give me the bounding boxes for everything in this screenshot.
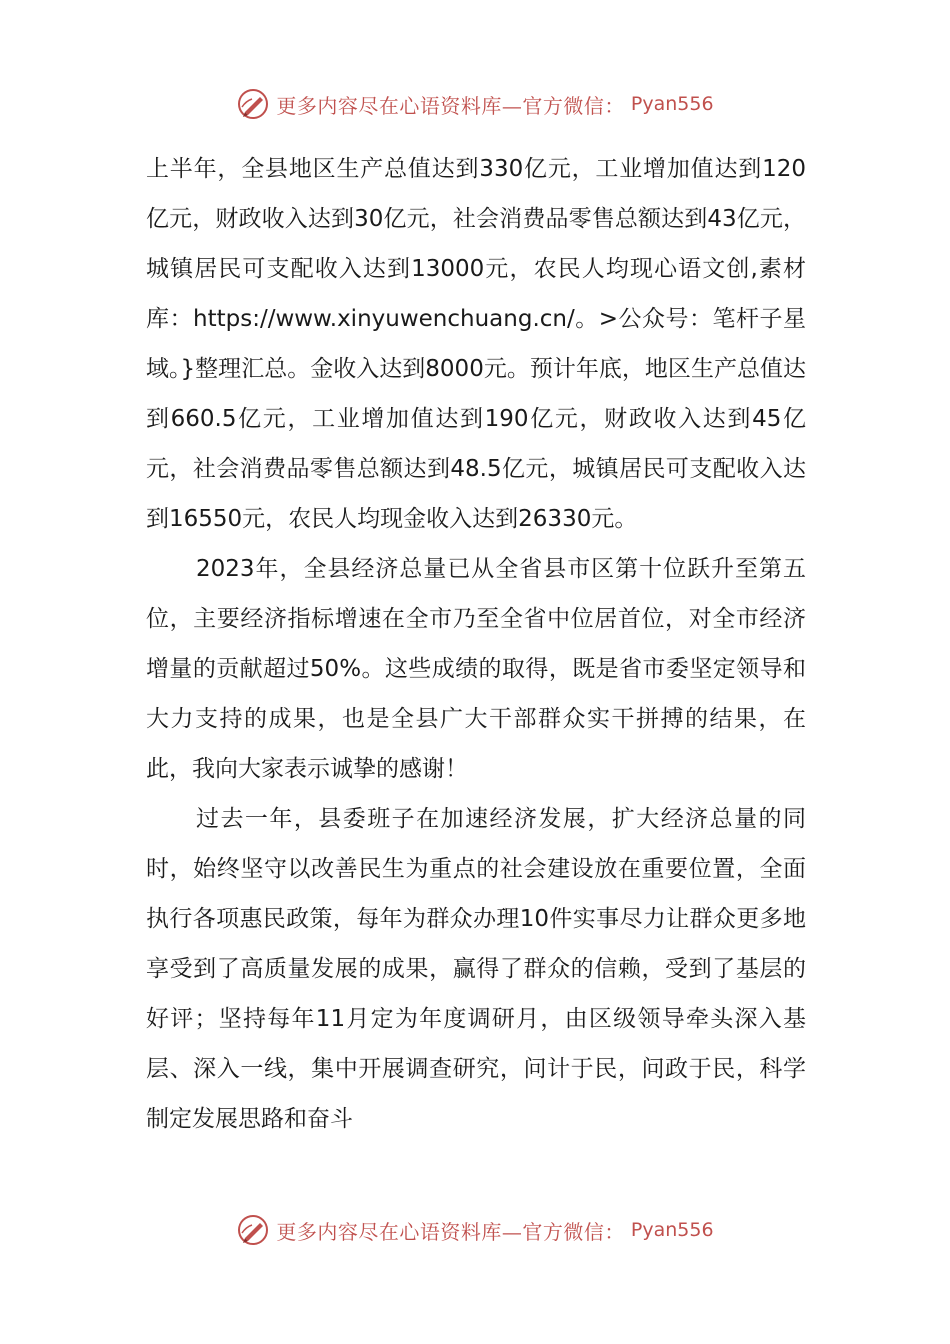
brand-text: 更多内容尽在心语资料库—官方微信： <box>276 1219 625 1244</box>
paragraph-1: 上半年，全县地区生产总值达到330亿元，工业增加值达到120亿元，财政收入达到30亿元，社会消费品零售总额达到43亿元，城镇居民可支配收入达到13000元，农民人均现心语文创,素材库：https://www.xinyuwenchuang.cn/。>公众号：笔杆子星域。}整理汇总。金收入达到8000元。预计年底，地区生产总值达到660.5亿元，工业增加值达到190亿元，财政收入达到45亿元，社会消费品零售总额达到48.5亿元，城镇居民可支配收入达到16550元，农民人均现金收入达到26330元。 <box>146 156 806 532</box>
paragraph-2: 2023年，全县经济总量已从全省县市区第十位跃升至第五位，主要经济指标增速在全市乃至全省中位居首位，对全市经济增量的贡献超过50%。这些成绩的取得，既是省市委坚定领导和大力支持的成果，也是全县广大干部群众实干拼搏的结果，在此，我向大家表示诚挚的感谢！ <box>146 556 806 782</box>
wechat-id: Pyan556 <box>630 93 714 115</box>
wechat-id: Pyan556 <box>630 1219 714 1241</box>
pen-logo-icon <box>236 1213 270 1247</box>
paragraph-3: 过去一年，县委班子在加速经济发展，扩大经济总量的同时，始终坚守以改善民生为重点的社会建设放在重要位置，全面执行各项惠民政策，每年为群众办理10件实事尽力让群众更多地享受到了高质量发展的成果，赢得了群众的信赖，受到了基层的好评；坚持每年11月定为年度调研月，由区级领导牵头深入基层、深入一线，集中开展调查研究，问计于民，问政于民，科学制定发展思路和奋斗 <box>146 806 806 1132</box>
pen-logo-icon <box>236 87 270 121</box>
brand-text: 更多内容尽在心语资料库—官方微信： <box>276 93 625 118</box>
document-body <box>146 144 806 1144</box>
footer-banner <box>0 1208 950 1252</box>
header-banner <box>0 82 950 126</box>
